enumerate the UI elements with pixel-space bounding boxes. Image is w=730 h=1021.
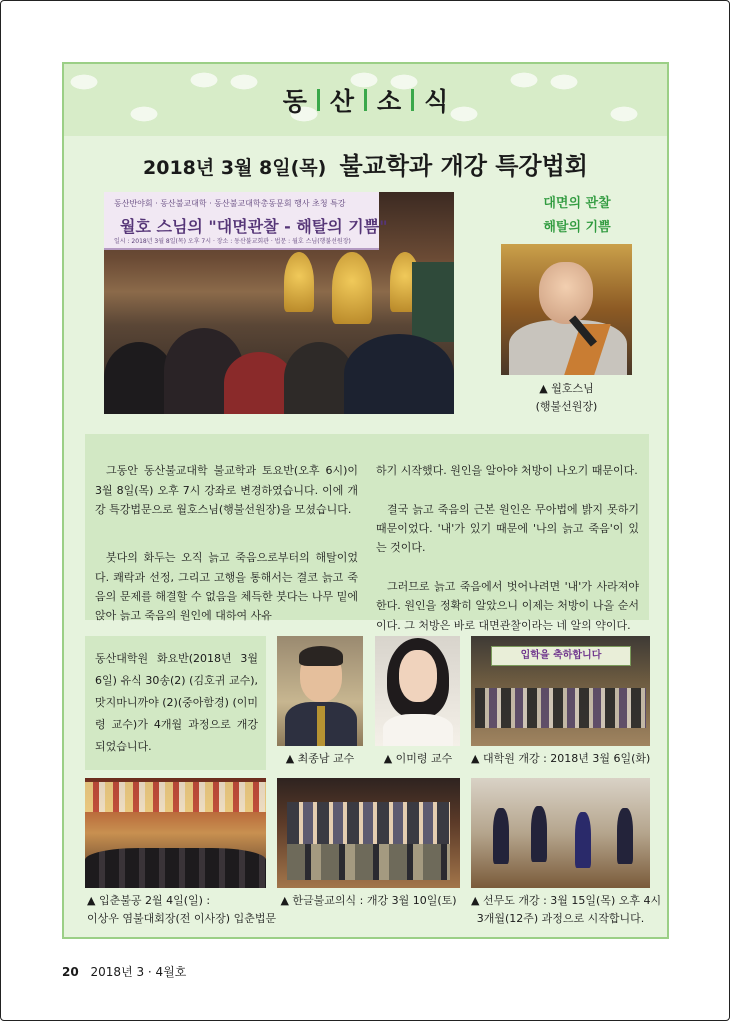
banner-top-text: 동산반야회 · 동산불교대학 · 동산불교대학총동문회 행사 초청 특강 <box>114 199 346 208</box>
practitioner <box>493 808 509 864</box>
ipchun-ceremony-photo <box>85 778 266 888</box>
practitioner <box>617 808 633 864</box>
monk-caption-line: (행불선원장) <box>535 400 598 413</box>
section-title-char: 산 <box>329 87 354 116</box>
section-title-char: 소 <box>377 87 402 116</box>
hair <box>299 646 343 666</box>
standing-row <box>287 802 450 844</box>
ceremony-caption <box>85 892 277 928</box>
audience <box>85 848 266 888</box>
article-paragraph: 그동안 동산불교대학 불교학과 토요반(오후 6시)이 3월 8일(목) 오후 7시 강좌로 변경하였습니다. 이에 개강 특강법문으로 월호스님(행불선원장)을 모셨습니다. <box>95 464 358 516</box>
headline-event: 불교학과 개강 특강법회 <box>339 152 588 180</box>
group-caption: ▲ 한글불교의식 : 개강 3월 10일(토) <box>280 894 457 907</box>
title-separator <box>364 89 367 111</box>
welcome-banner-text: 입학을 축하합니다 <box>520 650 602 661</box>
buddha-statue <box>332 252 372 324</box>
article-column-left <box>95 442 358 623</box>
section-title-char: 동 <box>282 87 307 116</box>
talk-subtitle <box>512 192 642 240</box>
practitioner <box>531 806 547 862</box>
monk-caption <box>501 380 632 416</box>
title-separator <box>317 89 320 111</box>
article-paragraph: 그러므로 늙고 죽음에서 벗어나려면 '내'가 사라져야 한다. 원인을 정확히 알았으니 이제는 처방이 나올 순서이다. 그 처방은 바로 대면관찰이라는 네 알의 약이다. <box>376 580 639 632</box>
tie <box>317 706 325 746</box>
banner-bottom-text: 일시 : 2018년 3월 8일(목) 오후 7시 · 장소 : 동산불교회관 · 법문 : 월호 스님(행불선원장) <box>114 238 351 245</box>
hangul-ritual-photo <box>277 778 460 888</box>
opening-caption: ▲ 대학원 개강 : 2018년 3월 6일(화) <box>471 752 651 765</box>
article-column-right <box>376 442 639 632</box>
practitioner <box>575 812 591 868</box>
monk-caption-line: ▲ 월호스님 <box>539 382 594 395</box>
seonmudo-caption-line: 3개월(12주) 과정으로 시작합니다. <box>476 912 645 925</box>
professor-caption: ▲ 이미령 교수 <box>383 752 453 765</box>
page-footer <box>62 963 186 980</box>
group-of-students <box>475 688 646 728</box>
section-title-char: 식 <box>424 87 449 116</box>
welcome-banner <box>491 646 631 666</box>
section-header <box>64 64 667 136</box>
face <box>399 650 437 702</box>
monk-portrait <box>501 244 632 375</box>
ceremony-caption-line: 이상우 염불대회장(전 이사장) 입춘법문 <box>87 912 277 925</box>
headline-date: 2018년 3월 8일(목) <box>143 157 327 179</box>
banner-main-text: 월호 스님의 "대면관찰 - 해탈의 기쁨" <box>120 217 388 236</box>
audience-member <box>344 334 454 414</box>
blackboard <box>412 262 454 342</box>
ceremony-caption-line: ▲ 입춘불공 2월 4일(일) : <box>87 894 211 907</box>
issue-label: 2018년 3 · 4월호 <box>90 965 187 979</box>
seonmudo-photo <box>471 778 650 888</box>
title-separator <box>411 89 414 111</box>
article-body <box>85 434 649 632</box>
talk-subtitle-line: 해탈의 기쁨 <box>543 220 611 235</box>
seonmudo-caption-line: ▲ 선무도 개강 : 3월 15일(목) 오후 4시 <box>471 894 662 907</box>
article-paragraph: 하기 시작했다. 원인을 알아야 처방이 나오기 때문이다. <box>376 464 638 478</box>
article-paragraph: 붓다의 화두는 오직 늙고 죽음으로부터의 해탈이었다. 쾌락과 선정, 그리고 고행을 통해서는 결코 늙고 죽음의 문제를 해결할 수 없음을 체득한 붓다는 나무 밑에 앉아 늙고 죽음의 원인에 대하여 사유 <box>95 551 358 623</box>
lanterns <box>85 782 266 812</box>
section-title <box>283 82 449 118</box>
article-headline <box>64 146 667 181</box>
page-number: 20 <box>62 965 79 979</box>
buddha-statue <box>284 252 314 312</box>
seated-row <box>287 844 450 880</box>
professor-caption: ▲ 최종남 교수 <box>285 752 355 765</box>
talk-subtitle-line: 대면의 관찰 <box>543 196 611 211</box>
article-paragraph: 결국 늙고 죽음의 근본 원인은 무아법에 밝지 못하기 때문이었다. '내'가 있기 때문에 '나의 늙고 죽음'이 있는 것이다. <box>376 502 639 555</box>
blouse <box>383 714 453 746</box>
graduate-opening-photo <box>471 636 650 746</box>
news-section <box>62 62 669 939</box>
dharma-talk-photo <box>104 192 454 414</box>
professor-photo <box>375 636 460 746</box>
graduate-notice: 동산대학원 화요반(2018년 3월 6일) 유식 30송(2) (김호귀 교수), 맛지마니까야 (2)(중아함경) (이미령 교수)가 4개월 과정으로 개강되었습니다. <box>85 636 266 770</box>
event-banner <box>104 192 388 250</box>
monk-head <box>539 262 593 324</box>
seonmudo-caption <box>471 892 662 928</box>
professor-photo <box>277 636 363 746</box>
